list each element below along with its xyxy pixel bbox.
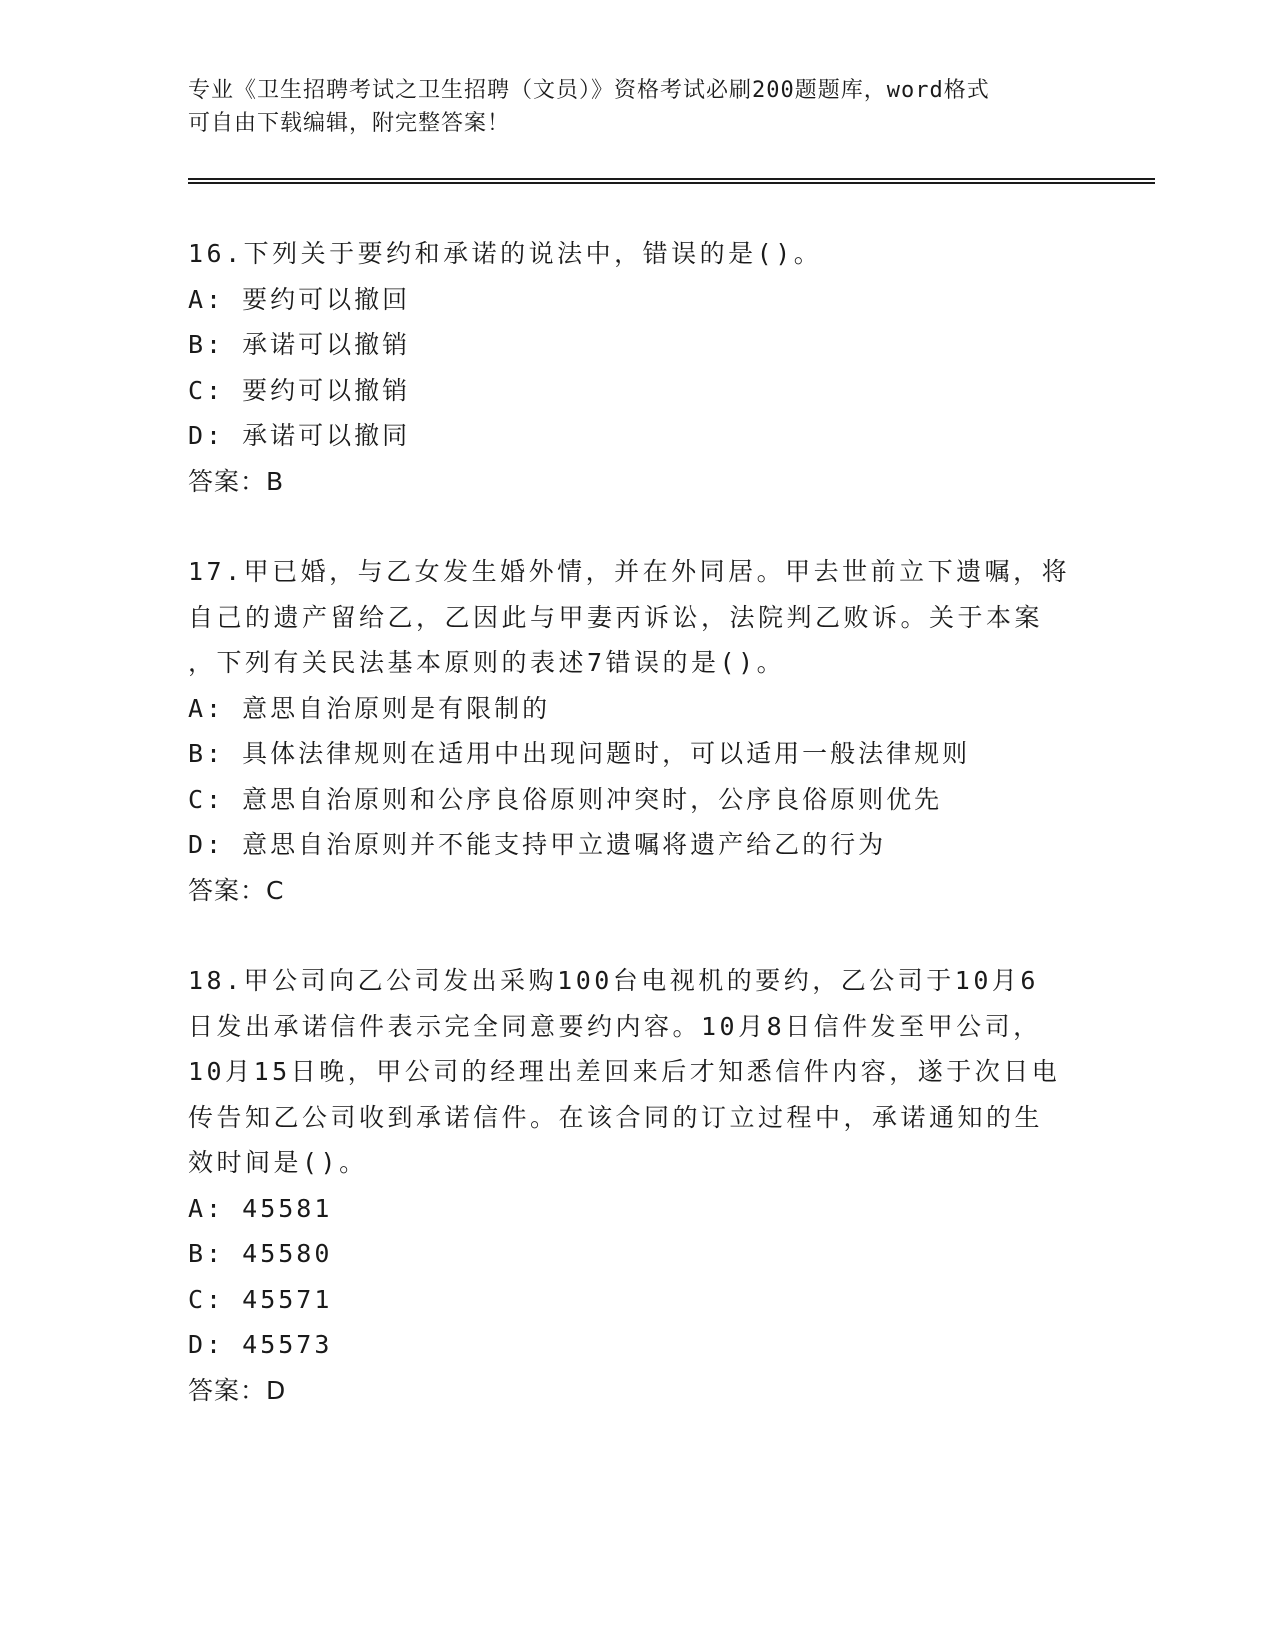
header-double-rule <box>188 178 1155 184</box>
option-c: C: 要约可以撤销 <box>188 375 411 405</box>
question-list <box>188 231 1088 1458</box>
stem-line: 16.下列关于要约和承诺的说法中，错误的是()。 <box>188 239 823 268</box>
question-17 <box>188 549 1088 913</box>
option-c: C: 45571 <box>188 1284 333 1314</box>
stem-line: ，下列有关民法基本原则的表述7错误的是()。 <box>188 648 786 677</box>
question-stem <box>188 549 1088 686</box>
option-b: B: 45580 <box>188 1239 333 1268</box>
option-d: D: 45573 <box>188 1330 333 1359</box>
stem-line: 传告知乙公司收到承诺信件。在该合同的订立过程中，承诺通知的生 <box>188 1102 1044 1132</box>
stem-line: 日发出承诺信件表示完全同意要约内容。10月8日信件发至甲公司， <box>188 1011 1042 1041</box>
header-line: 专业《卫生招聘考试之卫生招聘（文员）》资格考试必刷200题题库，word格式 <box>188 78 990 103</box>
option-d: D: 意思自治原则并不能支持甲立遗嘱将遗产给乙的行为 <box>188 830 887 859</box>
page-header <box>188 74 1068 140</box>
stem-line: 10月15日晚，甲公司的经理出差回来后才知悉信件内容，遂于次日电 <box>188 1057 1061 1086</box>
answer-line: 答案：D <box>188 1375 287 1405</box>
option-a: A: 45581 <box>188 1193 333 1223</box>
stem-line: 17.甲已婚，与乙女发生婚外情，并在外同居。甲去世前立下遗嘱，将 <box>188 557 1071 586</box>
option-b: B: 承诺可以撤销 <box>188 330 411 359</box>
question-16 <box>188 231 1088 504</box>
question-18 <box>188 958 1088 1413</box>
option-c: C: 意思自治原则和公序良俗原则冲突时，公序良俗原则优先 <box>188 784 943 814</box>
answer-line: 答案：B <box>188 466 285 496</box>
stem-line: 效时间是()。 <box>188 1148 368 1177</box>
stem-line: 18.甲公司向乙公司发出采购100台电视机的要约，乙公司于10月6 <box>188 966 1039 995</box>
header-line: 可自由下载编辑，附完整答案！ <box>188 111 511 136</box>
answer-line: 答案：C <box>188 875 285 905</box>
option-d: D: 承诺可以撤同 <box>188 421 411 450</box>
question-stem <box>188 231 1088 277</box>
option-b: B: 具体法律规则在适用中出现问题时，可以适用一般法律规则 <box>188 739 971 768</box>
option-a: A: 意思自治原则是有限制的 <box>188 693 551 723</box>
question-stem <box>188 958 1088 1186</box>
stem-line: 自己的遗产留给乙，乙因此与甲妻丙诉讼，法院判乙败诉。关于本案 <box>188 602 1044 632</box>
option-a: A: 要约可以撤回 <box>188 284 411 314</box>
